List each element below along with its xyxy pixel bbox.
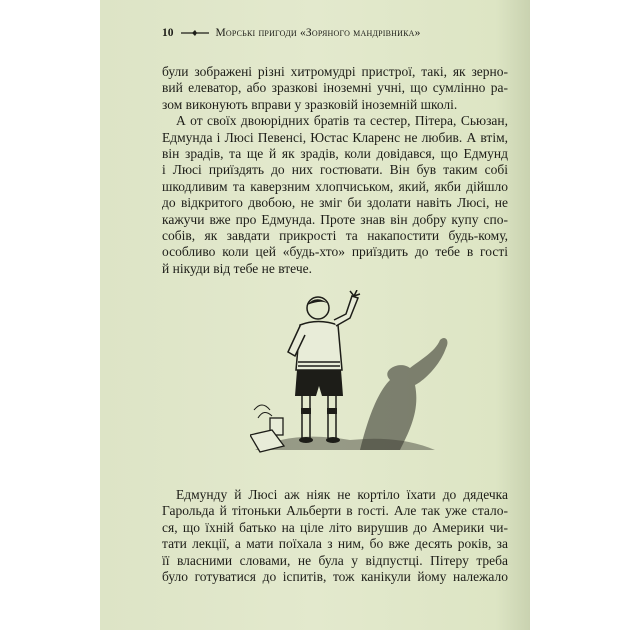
ornament-icon [180, 29, 210, 37]
page-number: 10 [162, 27, 174, 39]
text-line: було готуватися до іспитів, тож канікули йому належало [162, 568, 508, 584]
text-line: зом виконують вправи у зразковій іноземній школі. [162, 96, 458, 112]
text-line: ся, що їхній батько на ціле літо вирушив до Америки чи- [162, 519, 508, 535]
text-line: кажучи вже про Едмунда. Проте знав він добру купу спо- [162, 211, 508, 227]
running-title: Морські пригоди «Зоряного мандрівника» [215, 27, 421, 39]
text-block-bottom [162, 487, 508, 585]
text-line: Едмунда і Люсі Певенсі, Юстас Кларенс не любив. А втім, [162, 129, 508, 145]
text-line: і Люсі приїздять до них гостювати. Він був таким собі [162, 162, 508, 178]
text-line: до відкритого двобою, не зміг би здолати навіть Люсі, не [162, 195, 508, 211]
text-line: тати лекції, а мати поїхала з ним, бо вже десять років, за [162, 536, 508, 552]
text-line: собів, як завдати прикрості та накапостити будь-кому, [162, 227, 508, 243]
text-line: особливо коли цей «будь-хто» приїздить до тебе в гості [162, 244, 508, 260]
text-line: були зображені різні хитромудрі пристрої, такі, як зерно- [162, 64, 508, 79]
text-line: А от своїх двоюрідних братів та сестер, Пітера, Сьюзан, [176, 113, 508, 129]
running-header [162, 27, 421, 39]
text-line: її власними словами, не була у відпустці. Пітеру треба [162, 552, 508, 568]
text-line: Гарольда й тітоньки Альберти в гості. Але так уже стало- [162, 503, 508, 519]
text-line: він зрадів, та ще й як зрадів, коли довідався, що Едмунд [162, 145, 508, 161]
text-line: вий елеватор, або зразкові іноземні учні, що сумлінно ра- [162, 80, 508, 96]
text-line: шкодливим та каверзним хлопчиськом, який, якби дійшло [162, 178, 508, 194]
text-block-top [162, 64, 508, 277]
illustration-boy-with-shadow [250, 290, 460, 455]
text-line: й нікуди від тебе не втече. [162, 260, 312, 276]
text-line: Едмунду й Люсі аж ніяк не кортіло їхати до дядечка [176, 487, 508, 502]
